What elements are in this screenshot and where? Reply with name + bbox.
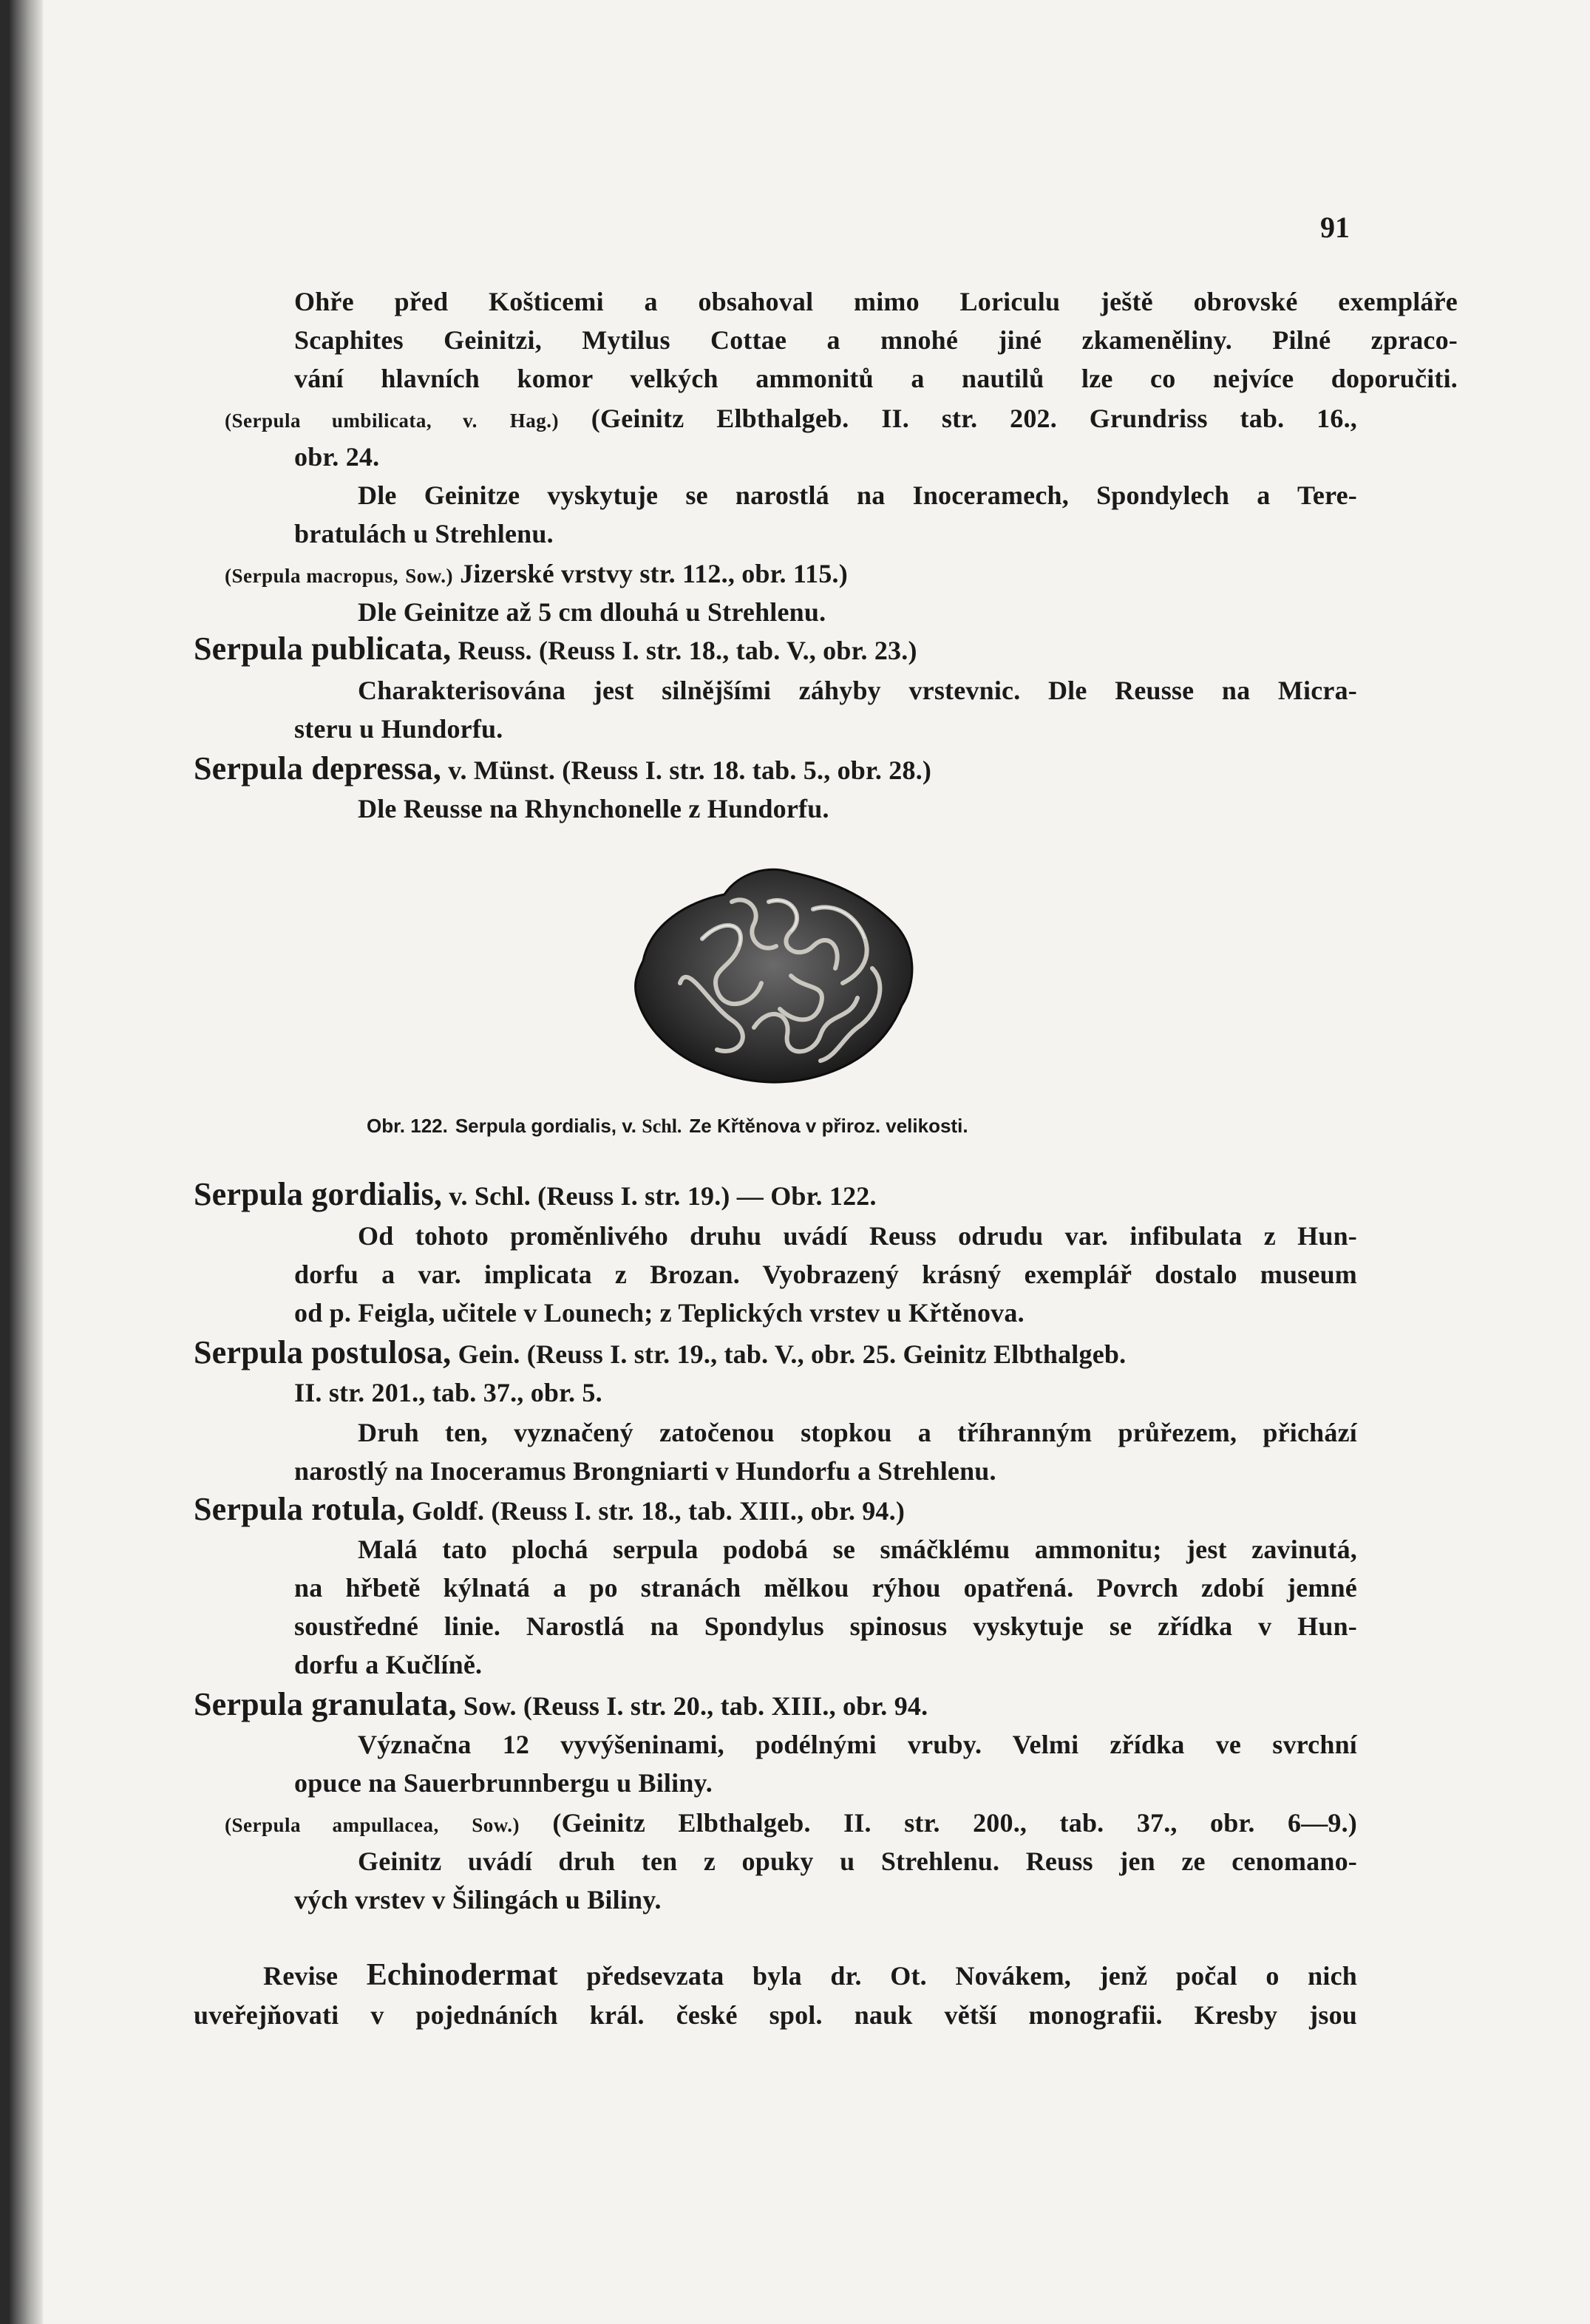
text-line: Charakterisována jest silnějšími záhyby vrstevnic. Dle Reusse na Micra- — [358, 676, 1357, 705]
entry-reference: Goldf. (Reuss I. str. 18., tab. XIII., obr. 94.) — [404, 1496, 906, 1526]
species-author: Sow.) — [472, 1814, 520, 1836]
entry-umbilicata-heading — [225, 399, 1357, 440]
text-line: vání hlavních komor velkých ammonitů a nautilů lze co nejvíce doporučiti. — [294, 364, 1458, 393]
closing-bold-term: Echinodermat — [366, 1958, 558, 1992]
entry-reference: v. Münst. (Reuss I. str. 18. tab. 5., obr. 28.) — [441, 755, 932, 785]
caption-text: Ze Křtěnova v přiroz. velikosti. — [689, 1115, 968, 1137]
entry-postulosa-heading — [194, 1333, 1357, 1373]
entry-reference: (Geinitz Elbthalgeb. II. str. 200., tab. 37., obr. 6—9.) — [519, 1808, 1357, 1838]
text-line: Scaphites Geinitzi, Mytilus Cottae a mnohé jiné zkameněliny. Pilné zpraco- — [294, 325, 1458, 355]
text-line: Od tohoto proměnlivého druhu uvádí Reuss odrudu var. infibulata z Hun- — [358, 1221, 1357, 1251]
text-line: Dle Geinitze až 5 cm dlouhá u Strehlenu. — [358, 597, 826, 627]
text-line: od p. Feigla, učitele v Lounech; z Teplických vrstev u Křtěnova. — [294, 1298, 1025, 1328]
entry-reference: Reuss. (Reuss I. str. 18., tab. V., obr. 23.) — [451, 636, 917, 665]
text-line: dorfu a var. implicata z Brozan. Vyobrazený krásný exemplář dostalo museum — [294, 1260, 1357, 1289]
species-author: Sow.) — [405, 565, 454, 587]
species-name-publicata: Serpula publicata, — [194, 631, 452, 667]
page-number: 91 — [1320, 211, 1350, 244]
species-name-postulosa: Serpula postulosa, — [194, 1334, 452, 1370]
text-line: Význačna 12 vyvýšeninami, podélnými vruby. Velmi zřídka ve svrchní — [358, 1730, 1357, 1759]
text-line: na hřbetě kýlnatá a po stranách mělkou rýhou opatřená. Povrch zdobí jemné — [294, 1573, 1357, 1603]
fossil-illustration — [621, 857, 924, 1094]
caption-species-author: Schl. — [642, 1115, 682, 1137]
entry-depressa-heading — [194, 750, 931, 789]
figure-caption — [367, 1115, 968, 1138]
entry-reference: Sow. (Reuss I. str. 20., tab. XIII., obr. 94. — [456, 1691, 928, 1721]
caption-species-name: Serpula gordialis, v. — [455, 1115, 636, 1137]
entry-gordialis-heading — [194, 1175, 877, 1215]
text-line: steru u Hundorfu. — [294, 714, 503, 744]
text-line: Malá tato plochá serpula podobá se smáčklému ammonitu; jest zavinutá, — [358, 1535, 1357, 1564]
entry-publicata-heading — [194, 630, 917, 670]
text-line: opuce na Sauerbrunnbergu u Biliny. — [294, 1768, 713, 1798]
text-line: narostlý na Inoceramus Brongniarti v Hundorfu a Strehlenu. — [294, 1456, 996, 1486]
text-line: Dle Reusse na Rhynchonelle z Hundorfu. — [358, 794, 829, 823]
closing-paragraph-line1 — [263, 1956, 1357, 1995]
text-line: uveřejňovati v pojednáních král. české spol. nauk větší monografii. Kresby jsou — [194, 2000, 1357, 2030]
entry-reference: Jizerské vrstvy str. 112., obr. 115.) — [453, 559, 848, 588]
species-name-macropus: (Serpula macropus, — [225, 565, 399, 587]
text-line: II. str. 201., tab. 37., obr. 5. — [294, 1378, 602, 1407]
entry-macropus-heading — [225, 554, 848, 595]
page-binding-edge — [0, 0, 43, 2324]
entry-reference: v. Schl. (Reuss I. str. 19.) — Obr. 122. — [442, 1181, 877, 1211]
text-line: obr. 24. — [294, 442, 380, 472]
caption-figure-number: Obr. 122. — [367, 1115, 448, 1137]
text-line: Druh ten, vyznačený zatočenou stopkou a tříhranným průřezem, přichází — [358, 1418, 1357, 1447]
species-name-umbilicata: (Serpula umbilicata, v. — [225, 410, 478, 432]
entry-granulata-heading — [194, 1685, 928, 1725]
species-name-depressa: Serpula depressa, — [194, 750, 442, 786]
text-line: bratulách u Strehlenu. — [294, 519, 554, 548]
text-line: soustředné linie. Narostlá na Spondylus spinosus vyskytuje se zřídka v Hun- — [294, 1611, 1357, 1641]
entry-reference: (Geinitz Elbthalgeb. II. str. 202. Grundriss tab. 16., — [558, 404, 1357, 433]
species-name-granulata: Serpula granulata, — [194, 1686, 457, 1722]
entry-ampullacea-heading — [225, 1804, 1357, 1844]
entry-rotula-heading — [194, 1490, 905, 1530]
text-line: Ohře před Košticemi a obsahoval mimo Loriculu ještě obrovské exempláře — [294, 287, 1458, 316]
closing-text: Revise — [263, 1961, 367, 1991]
text-line: vých vrstev v Šilingách u Biliny. — [294, 1885, 662, 1914]
closing-text: předsevzata byla dr. Ot. Novákem, jenž počal o nich — [557, 1961, 1357, 1991]
entry-reference: Gein. (Reuss I. str. 19., tab. V., obr. 25. Geinitz Elbthalgeb. — [451, 1339, 1127, 1369]
species-name-ampullacea: (Serpula ampullacea, — [225, 1814, 439, 1836]
text-line: Dle Geinitze vyskytuje se narostlá na Inoceramech, Spondylech a Tere- — [358, 480, 1357, 510]
species-name-rotula: Serpula rotula, — [194, 1491, 405, 1527]
species-author: Hag.) — [509, 410, 559, 432]
species-name-gordialis: Serpula gordialis, — [194, 1176, 443, 1212]
text-line: dorfu a Kučlíně. — [294, 1650, 483, 1679]
text-line: Geinitz uvádí druh ten z opuky u Strehlenu. Reuss jen ze cenomano- — [358, 1846, 1357, 1876]
